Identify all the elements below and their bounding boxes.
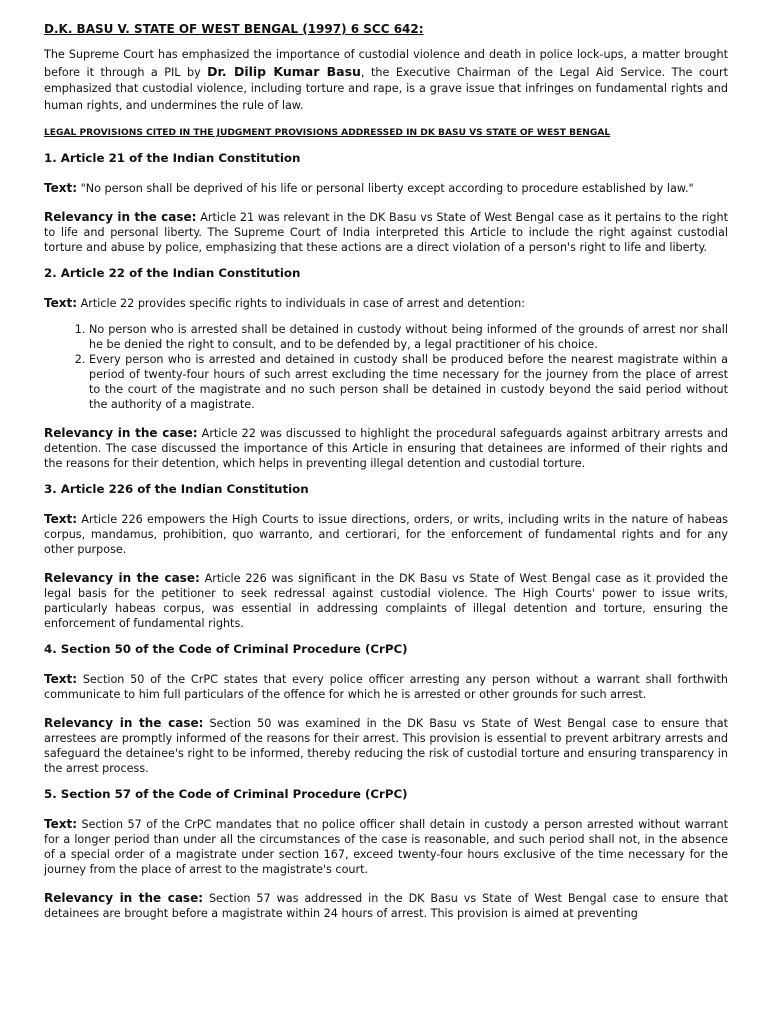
text-content: Section 50 of the CrPC states that every police officer arresting any person without a warrant shall forthwith communicate to him full particulars of the offence for which he is arrested or other grounds for such arrest. bbox=[44, 673, 728, 701]
section-relevancy bbox=[44, 426, 728, 471]
text-content: "No person shall be deprived of his life or personal liberty except according to procedure established by law." bbox=[80, 182, 694, 195]
text-content: Article 226 empowers the High Courts to issue directions, orders, or writs, including writs in the nature of habeas corpus, mandamus, prohibition, quo warranto, and certiorari, for the enforcement of fundamental rights and for any other purpose. bbox=[44, 513, 728, 556]
section-text bbox=[44, 817, 728, 877]
relevancy-label: Relevancy in the case: bbox=[44, 571, 200, 585]
provisions-subtitle: LEGAL PROVISIONS CITED IN THE JUDGMENT PROVISIONS ADDRESSED IN DK BASU VS STATE OF WEST BENGAL bbox=[44, 128, 611, 138]
relevancy-content: Section 50 was examined in the DK Basu vs State of West Bengal case to ensure that arrestees are promptly informed of the reasons for their arrest. This provision is essential to prevent arbitrary arrests and safeguard the detainee's right to be informed, thereby reducing the risk of custodial torture and ensuring transparency in the arrest process. bbox=[44, 717, 728, 775]
section-text bbox=[44, 672, 728, 702]
list-item: 2. Every person who is arrested and detained in custody shall be produced before the nearest magistrate within a period of twenty-four hours of such arrest excluding the time necessary for the journey from the place of arrest to the court of the magistrate and no such person shall be detained in custody beyond the said period without the authority of a magistrate. bbox=[89, 352, 728, 412]
section-text bbox=[44, 296, 728, 311]
intro-text-start: The Supreme Court has emphasized the importance of custodial violence and death in police lock-ups, a matter brought before it through a PIL by bbox=[44, 48, 728, 79]
section-article-21 bbox=[44, 150, 728, 255]
section-article-22 bbox=[44, 265, 728, 471]
relevancy-content: Article 226 was significant in the DK Basu vs State of West Bengal case as it provided the legal basis for the petitioner to seek redressal against custodial violence. The High Courts' power to issue writs, particularly habeas corpus, was essential in addressing complaints of illegal detention and torture, ensuring the enforcement of fundamental rights. bbox=[44, 572, 728, 630]
relevancy-label: Relevancy in the case: bbox=[44, 210, 197, 224]
relevancy-content: Section 57 was addressed in the DK Basu vs State of West Bengal case to ensure that detainees are brought before a magistrate within 24 hours of arrest. This provision is aimed at preventing bbox=[44, 892, 728, 920]
section-heading: 5. Section 57 of the Code of Criminal Procedure (CrPC) bbox=[44, 787, 408, 801]
relevancy-content: Article 22 was discussed to highlight the procedural safeguards against arbitrary arrests and detention. The case discussed the importance of this Article in ensuring that detainees are informed of their rights and the reasons for their detention, which helps in preventing illegal detention and custodial torture. bbox=[44, 427, 728, 470]
text-label: Text: bbox=[44, 817, 78, 831]
section-relevancy bbox=[44, 891, 728, 921]
section-crpc-57 bbox=[44, 786, 728, 921]
section-heading: 4. Section 50 of the Code of Criminal Procedure (CrPC) bbox=[44, 642, 408, 656]
petitioner-name: Dr. Dilip Kumar Basu bbox=[207, 63, 361, 79]
text-label: Text: bbox=[44, 296, 78, 310]
relevancy-content: Article 21 was relevant in the DK Basu vs State of West Bengal case as it pertains to the right to life and personal liberty. The Supreme Court of India interpreted this Article to include the right against custodial torture and abuse by police, emphasizing that these actions are a direct violation of a person's right to life and liberty. bbox=[44, 211, 728, 254]
list-item: 1. No person who is arrested shall be detained in custody without being informed of the grounds of arrest nor shall he be denied the right to consult, and to be defended by, a legal practitioner of his choice. bbox=[89, 322, 728, 352]
section-relevancy bbox=[44, 571, 728, 631]
section-article-226 bbox=[44, 481, 728, 631]
relevancy-label: Relevancy in the case: bbox=[44, 891, 204, 905]
relevancy-label: Relevancy in the case: bbox=[44, 716, 204, 730]
text-label: Text: bbox=[44, 672, 78, 686]
document-body bbox=[44, 21, 728, 921]
section-relevancy bbox=[44, 210, 728, 255]
section-text bbox=[44, 181, 728, 196]
text-content: Article 22 provides specific rights to individuals in case of arrest and detention: bbox=[80, 297, 525, 310]
section-heading: 3. Article 226 of the Indian Constitution bbox=[44, 482, 309, 496]
section-relevancy bbox=[44, 716, 728, 776]
relevancy-label: Relevancy in the case: bbox=[44, 426, 198, 440]
intro-paragraph bbox=[44, 47, 728, 114]
document-title: D.K. BASU V. STATE OF WEST BENGAL (1997) 6 SCC 642: bbox=[44, 22, 424, 36]
rights-list bbox=[44, 322, 728, 412]
text-content: Section 57 of the CrPC mandates that no police officer shall detain in custody a person arrested without warrant for a longer period than under all the circumstances of the case is reasonable, and such period shall not, in the absence of a special order of a magistrate under section 167, exceed twenty-four hours exclusive of the time necessary for the journey from the place of arrest to the magistrate's court. bbox=[44, 818, 728, 876]
text-label: Text: bbox=[44, 512, 78, 526]
intro-text-end: , the Executive Chairman of the Legal Aid Service. The court emphasized that custodial violence, including torture and rape, is a grave issue that infringes on fundamental rights and human rights, and undermines the rule of law. bbox=[44, 65, 728, 112]
section-crpc-50 bbox=[44, 641, 728, 776]
text-label: Text: bbox=[44, 181, 78, 195]
section-heading: 1. Article 21 of the Indian Constitution bbox=[44, 151, 301, 165]
section-heading: 2. Article 22 of the Indian Constitution bbox=[44, 266, 301, 280]
section-text bbox=[44, 512, 728, 557]
